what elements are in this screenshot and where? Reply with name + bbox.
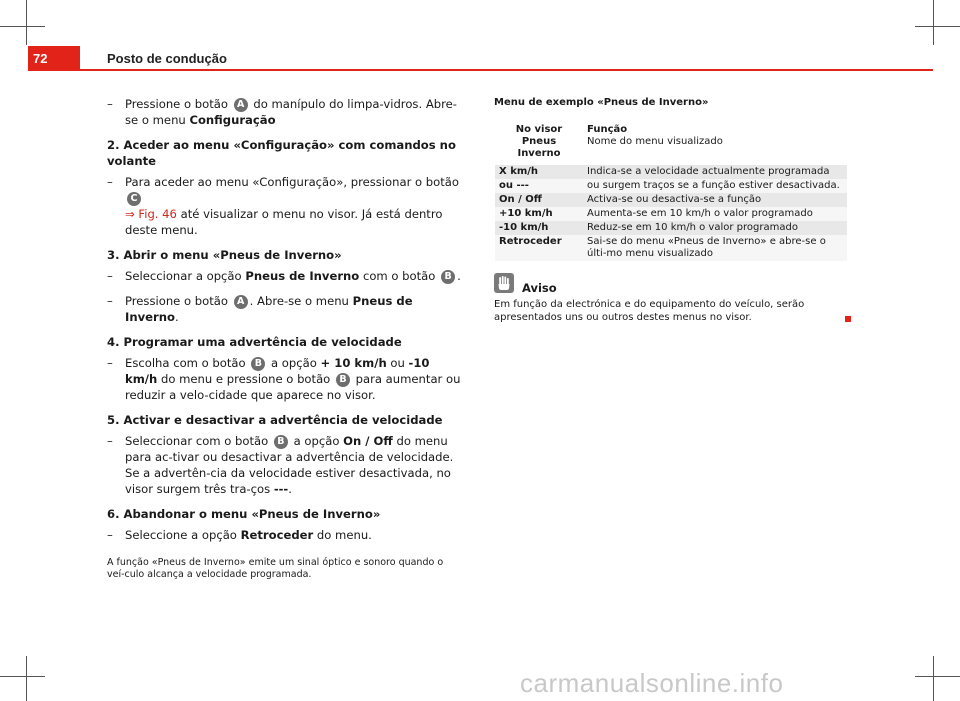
text: a opção bbox=[289, 434, 344, 448]
text: . bbox=[457, 269, 461, 283]
text: com o botão bbox=[359, 269, 440, 283]
table-title: Menu de exemplo «Pneus de Inverno» bbox=[494, 97, 709, 108]
text-bold: Função bbox=[587, 124, 628, 135]
section-heading: 3. Abrir o menu «Pneus de Inverno» bbox=[107, 248, 342, 262]
crop-mark bbox=[0, 676, 45, 677]
button-b-icon: B bbox=[251, 357, 265, 371]
table-row bbox=[495, 221, 847, 235]
table-cell: Retroceder bbox=[495, 235, 583, 261]
table-header-row bbox=[495, 118, 847, 165]
page-number: 72 bbox=[28, 46, 80, 71]
left-column bbox=[107, 96, 463, 581]
text: No visor bbox=[515, 124, 563, 135]
crop-mark bbox=[26, 0, 27, 45]
list-item: – Seleccionar com o botão B a opção On / Off do menu para ac-tivar ou desactivar a advertência de velocidade. Se a advertên-cia da velocidade estiver desactivada, no visor surgem três tra-ços ---. bbox=[107, 434, 454, 496]
text: . bbox=[174, 310, 179, 324]
text: . Abre-se o menu bbox=[249, 294, 353, 308]
text: Escolha com o botão bbox=[125, 356, 250, 370]
list-item: – Seleccione a opção Retroceder do menu. bbox=[107, 528, 372, 542]
header-rule bbox=[80, 69, 933, 71]
table-row bbox=[495, 165, 847, 179]
aviso-text: Em função da electrónica e do equipamento do veículo, serão apresentados uns ou outros destes menus no visor. bbox=[494, 299, 805, 323]
text-bold: Pneus de Inverno bbox=[125, 294, 413, 324]
table-cell: X km/h bbox=[495, 165, 583, 179]
text: Para aceder ao menu «Configuração», pressionar o botão bbox=[125, 175, 459, 189]
text-bold: On / Off bbox=[343, 434, 393, 448]
crop-mark bbox=[0, 26, 45, 27]
aviso-title: Aviso bbox=[522, 281, 557, 295]
list-item: – Pressione o botão A . Abre-se o menu Pneus de Inverno. bbox=[107, 294, 413, 324]
list-item: – Escolha com o botão B a opção + 10 km/h ou -10 km/h do menu e pressione o botão B para aumentar ou reduzir a velo-cidade que aparece no visor. bbox=[107, 356, 461, 402]
section-heading: 4. Programar uma advertência de velocidade bbox=[107, 335, 402, 349]
button-b-icon: B bbox=[441, 270, 455, 284]
section-heading: 2. Aceder ao menu «Configuração» com comandos no volante bbox=[107, 138, 456, 168]
text-bold: --- bbox=[273, 482, 289, 496]
list-item: – Para aceder ao menu «Configuração», pressionar o botão C ⇒ Fig. 46 até visualizar o menu no visor. Já está dentro deste menu. bbox=[107, 175, 459, 237]
text: do menu para ac-tivar ou desactivar a advertência de velocidade. Se a advertên-cia da velocidade estiver desactivada, no visor surgem três tra-ços bbox=[125, 434, 454, 496]
table-row bbox=[495, 207, 847, 221]
crop-mark bbox=[933, 0, 934, 45]
footnote: A função «Pneus de Inverno» emite um sinal óptico e sonoro quando o veí-culo alcança a velocidade programada. bbox=[107, 557, 444, 580]
section-heading: 6. Abandonar o menu «Pneus de Inverno» bbox=[107, 507, 381, 521]
button-a-icon: A bbox=[234, 295, 248, 309]
crop-mark bbox=[915, 676, 960, 677]
text: Seleccionar com o botão bbox=[125, 434, 272, 448]
text: Pressione o botão bbox=[125, 97, 232, 111]
text: . bbox=[288, 482, 292, 496]
right-column bbox=[494, 96, 849, 261]
table-cell: ou --- bbox=[495, 179, 583, 193]
list-item: – Seleccionar a opção Pneus de Inverno com o botão B . bbox=[107, 269, 461, 283]
table-row bbox=[495, 193, 847, 207]
text: ou bbox=[386, 356, 409, 370]
text: até visualizar o menu no visor. Já está dentro deste menu. bbox=[125, 207, 443, 237]
note-hand-icon bbox=[494, 273, 514, 293]
text: a opção bbox=[267, 356, 321, 370]
section-heading: 5. Activar e desactivar a advertência de velocidade bbox=[107, 413, 443, 427]
text-bold: Configuração bbox=[189, 113, 276, 127]
table-cell: +10 km/h bbox=[495, 207, 583, 221]
crop-mark bbox=[933, 656, 934, 701]
text-bold: -10 km/h bbox=[125, 356, 430, 386]
table-cell: Reduz-se em 10 km/h o valor programado bbox=[583, 221, 847, 235]
crop-mark bbox=[26, 656, 27, 701]
table-cell: ou surgem traços se a função estiver desactivada. bbox=[583, 179, 847, 193]
text: do manípulo do limpa-vidros. Abre-se o menu bbox=[125, 97, 457, 127]
watermark: carmanualsonline.info bbox=[520, 668, 784, 698]
list-item: – Pressione o botão A do manípulo do limpa-vidros. Abre-se o menu Configuração bbox=[107, 97, 457, 127]
table-header-cell bbox=[495, 118, 583, 165]
figure-link[interactable]: ⇒ Fig. 46 bbox=[125, 207, 177, 221]
text-bold: Retroceder bbox=[240, 528, 314, 542]
button-b-icon: B bbox=[336, 373, 350, 387]
button-c-icon: C bbox=[127, 192, 141, 206]
text: Seleccione a opção bbox=[125, 528, 241, 542]
text: Pneus Inverno bbox=[517, 136, 561, 159]
text: Seleccionar a opção bbox=[125, 269, 246, 283]
menu-table bbox=[495, 118, 847, 261]
text: do menu. bbox=[313, 528, 372, 542]
text: Nome do menu visualizado bbox=[587, 136, 723, 147]
button-b-icon: B bbox=[274, 435, 288, 449]
end-of-section-marker bbox=[845, 316, 851, 322]
table-cell: Sai-se do menu «Pneus de Inverno» e abre-se o últi-mo menu visualizado bbox=[583, 235, 847, 261]
text: para aumentar ou reduzir a velo-cidade que aparece no visor. bbox=[125, 372, 461, 402]
table-cell: Aumenta-se em 10 km/h o valor programado bbox=[583, 207, 847, 221]
table-cell: -10 km/h bbox=[495, 221, 583, 235]
text: Pressione o botão bbox=[125, 294, 232, 308]
text: do menu e pressione o botão bbox=[157, 372, 334, 386]
table-cell: Indica-se a velocidade actualmente programada bbox=[583, 165, 847, 179]
table-cell: Activa-se ou desactiva-se a função bbox=[583, 193, 847, 207]
table-header-cell bbox=[583, 118, 847, 165]
button-a-icon: A bbox=[234, 98, 248, 112]
crop-mark bbox=[915, 26, 960, 27]
table-cell: On / Off bbox=[495, 193, 583, 207]
text-bold: Pneus de Inverno bbox=[245, 269, 360, 283]
page-title: Posto de condução bbox=[107, 51, 227, 66]
table-row bbox=[495, 179, 847, 193]
table-row bbox=[495, 235, 847, 261]
text-bold: + 10 km/h bbox=[320, 356, 387, 370]
